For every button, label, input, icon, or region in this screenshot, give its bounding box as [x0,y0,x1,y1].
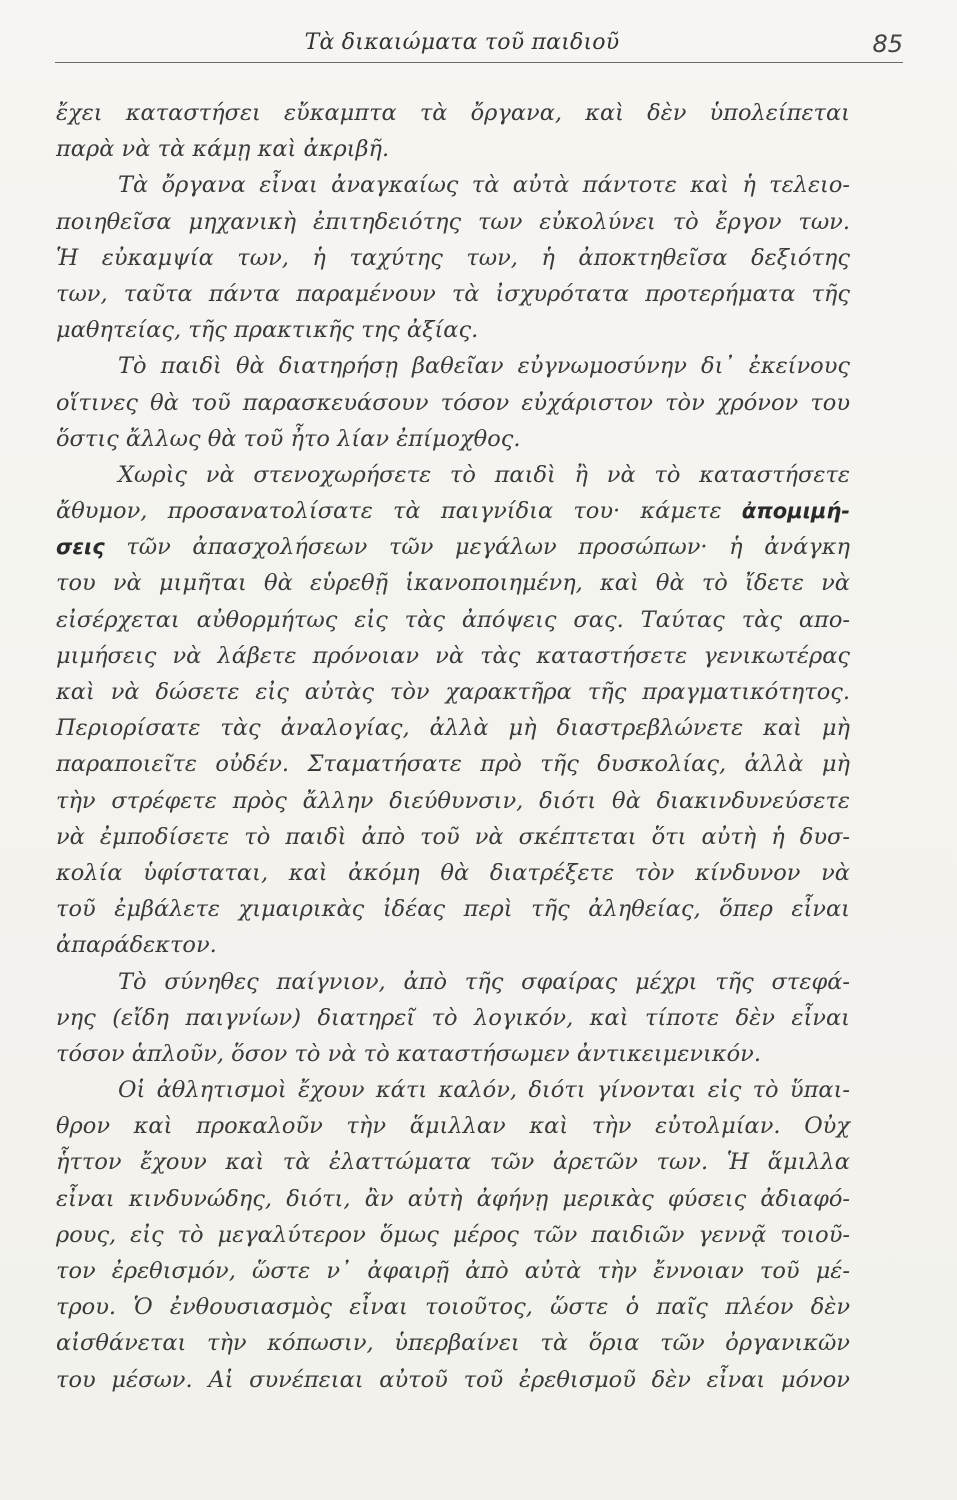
text-line: εἰσέρχεται αὐθορμήτως εἰς τὰς ἀπόψεις σας. Ταύτας τὰς απο- [56,606,850,633]
page-header [55,28,903,62]
text-line: μιμήσεις νὰ λάβετε πρόνοιαν νὰ τὰς καταστήσετε γενικωτέρας [56,642,850,669]
text-line: κολία ὑφίσταται, καὶ ἀκόμη θὰ διατρέξετε τὸν κίνδυνον νὰ [56,859,850,886]
text-line: ἀπαράδεκτον. [56,932,217,959]
text-line: των, ταῦτα πάντα παραμένουν τὰ ἰσχυρότατα προτερήματα τῆς [56,280,850,307]
text-line: μαθητείας, τῆς πρακτικῆς της ἀξίας. [56,317,479,344]
text-line: οἵτινες θὰ τοῦ παρασκευάσουν τόσον εὐχάριστον τὸν χρόνον του [56,389,850,416]
text-line: παραποιεῖτε οὐδέν. Σταματήσατε πρὸ τῆς δυσκολίας, ἀλλὰ μὴ [56,751,850,778]
text-line: του νὰ μιμῆται θὰ εὑρεθῇ ἱκανοποιημένη, καὶ θὰ τὸ ἴδετε νὰ [56,570,850,597]
emphasized-word: ἀπομιμή- [741,499,850,524]
text-line: αἰσθάνεται τὴν κόπωσιν, ὑπερβαίνει τὰ ὅρια τῶν ὀργανικῶν [56,1330,850,1357]
text-line: του μέσων. Αἱ συνέπειαι αὐτοῦ τοῦ ἐρεθισμοῦ δὲν εἶναι μόνον [56,1366,850,1393]
text-line: Τὰ ὄργανα εἶναι ἀναγκαίως τὰ αὐτὰ πάντοτε καὶ ἡ τελειο- [118,172,850,199]
text-line: νὰ ἐμποδίσετε τὸ παιδὶ ἀπὸ τοῦ νὰ σκέπτεται ὅτι αὐτὴ ἡ δυσ- [56,823,850,850]
text-line: ἔχει καταστήσει εὔκαμπτα τὰ ὄργανα, καὶ δὲν ὑπολείπεται [56,100,850,126]
text-line: τρου. Ὁ ἐνθουσιασμὸς εἶναι τοιοῦτος, ὥστε ὁ παῖς πλέον δὲν [56,1294,850,1321]
text-line: Τὸ σύνηθες παίγνιον, ἀπὸ τῆς σφαίρας μέχρι τῆς στεφά- [118,968,850,995]
text-line: τοῦ ἐμβάλετε χιμαιρικὰς ἰδέας περὶ τῆς ἀληθείας, ὅπερ εἶναι [56,896,850,923]
header-rule [55,62,903,63]
text-line: τόσον ἁπλοῦν, ὅσον τὸ νὰ τὸ καταστήσωμεν ἀντικειμενικόν. [56,1040,762,1067]
emphasized-word: σεις [56,535,105,560]
text-segment: ἄθυμον, προσανατολίσατε τὰ παιγνίδια του· κάμετε [56,498,722,525]
text-segment: τῶν ἀπασχολήσεων τῶν μεγάλων προσώπων· ἡ ἀνάγκη [126,534,850,561]
text-line: θρον καὶ προκαλοῦν τὴν ἅμιλλαν καὶ τὴν εὐτολμίαν. Οὐχ [56,1113,850,1140]
text-line: ποιηθεῖσα μηχανικὴ ἐπιτηδειότης των εὐκολύνει τὸ ἔργον των. [56,208,850,235]
text-line: ἧττον ἔχουν καὶ τὰ ἐλαττώματα τῶν ἀρετῶν των. Ἡ ἅμιλλα [56,1149,850,1176]
text-line: Τὸ παιδὶ θὰ διατηρήσῃ βαθεῖαν εὐγνωμοσύνην δι᾽ ἐκείνους [118,353,850,380]
text-line: Ἡ εὐκαμψία των, ἡ ταχύτης των, ἡ ἀποκτηθεῖσα δεξιότης [56,244,850,271]
text-line: ὅστις ἄλλως θὰ τοῦ ἦτο λίαν ἐπίμοχθος. [56,425,521,452]
text-line: ρους, εἰς τὸ μεγαλύτερον ὅμως μέρος τῶν παιδιῶν γεννᾷ τοιοῦ- [56,1221,850,1248]
text-line: τὴν στρέφετε πρὸς ἄλλην διεύθυνσιν, διότι θὰ διακινδυνεύσετε [56,787,850,814]
text-line: Οἱ ἀθλητισμοὶ ἔχουν κάτι καλόν, διότι γίνονται εἰς τὸ ὕπαι- [118,1077,850,1104]
text-line: Περιορίσατε τὰς ἀναλογίας, ἀλλὰ μὴ διαστρεβλώνετε καὶ μὴ [56,715,850,742]
text-line: καὶ νὰ δώσετε εἰς αὐτὰς τὸν χαρακτῆρα τῆς πραγματικότητος. [56,679,850,705]
text-line: Χωρὶς νὰ στενοχωρήσετε τὸ παιδὶ ἢ νὰ τὸ καταστήσετε [118,461,850,488]
running-title: Τὰ δικαιώματα τοῦ παιδιοῦ [304,30,620,55]
text-line: παρὰ νὰ τὰ κάμῃ καὶ ἀκριβῆ. [56,136,390,163]
text-line: νης (εἴδη παιγνίων) διατηρεῖ τὸ λογικόν, καὶ τίποτε δὲν εἶναι [56,1004,850,1031]
text-line [56,493,850,529]
page-number: 85 [872,30,903,58]
text-line: εἶναι κινδυνώδης, διότι, ἂν αὐτὴ ἀφήνῃ μερικὰς φύσεις ἀδιαφό- [56,1185,850,1212]
text-line: τον ἐρεθισμόν, ὥστε ν᾽ ἀφαιρῇ ἀπὸ αὐτὰ τὴν ἔννοιαν τοῦ μέ- [56,1258,850,1284]
text-line [56,529,850,565]
body-text [56,95,850,1398]
